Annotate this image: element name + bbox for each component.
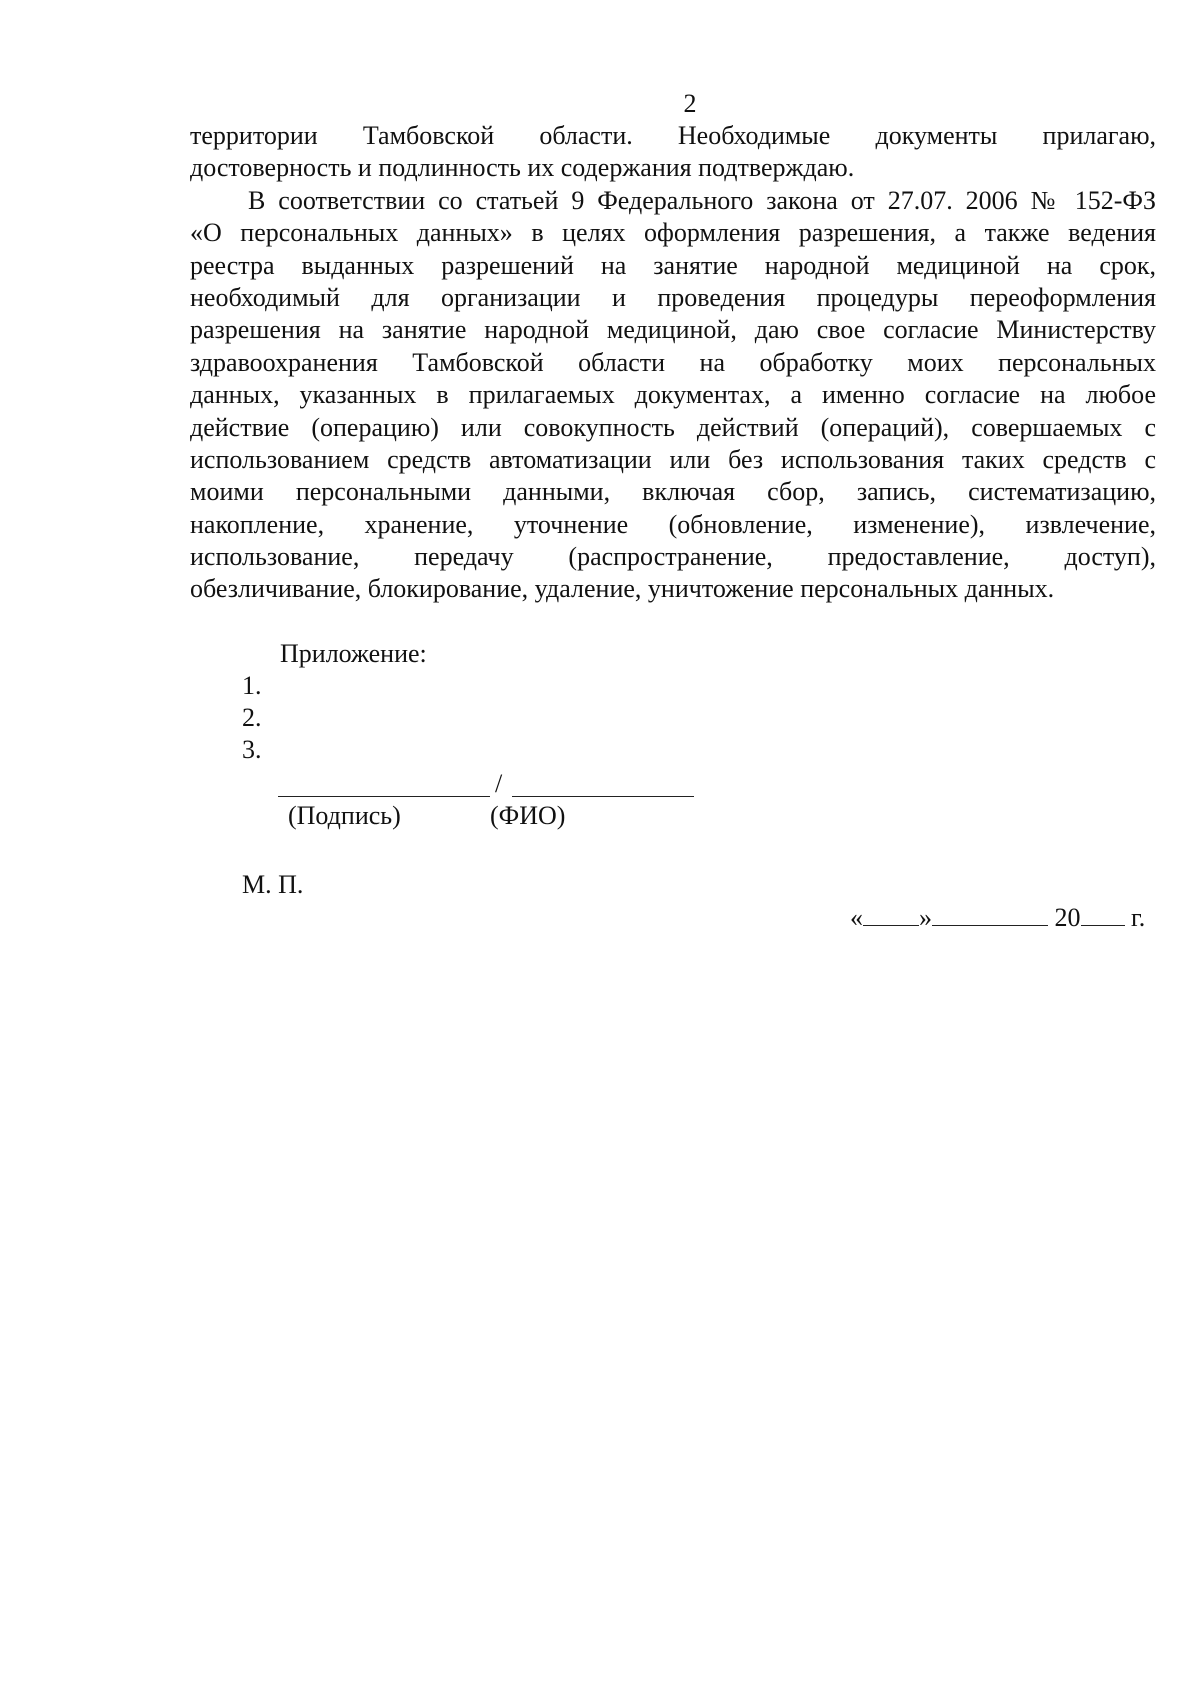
signature-separator: / xyxy=(495,769,503,798)
text-line: действие (операцию) или совокупность действий (операций), совершаемых с xyxy=(190,412,1156,442)
attachment-item-2: 2. xyxy=(242,703,262,732)
name-blank-line xyxy=(512,796,694,797)
month-blank xyxy=(932,903,1048,926)
attachments-title: Приложение: xyxy=(280,639,427,668)
year-suffix: г. xyxy=(1131,903,1146,932)
text-line: разрешения на занятие народной медициной, даю свое согласие Министерству xyxy=(190,315,1156,345)
text-line: использование, передачу (распространение, предоставление, доступ), xyxy=(190,542,1156,572)
date-field xyxy=(850,902,1145,934)
text-line: достоверность и подлинность их содержания подтверждаю. xyxy=(190,153,855,183)
day-blank xyxy=(863,903,919,926)
consent-text xyxy=(190,120,1156,606)
page-number: 2 xyxy=(683,89,697,118)
text-line: использованием средств автоматизации или без использования таких средств с xyxy=(190,444,1156,474)
signature-caption: (Подпись) xyxy=(288,801,401,830)
text-line: территории Тамбовской области. Необходимые документы прилагаю, xyxy=(190,121,1156,150)
signature-blank-line xyxy=(278,796,490,797)
text-line: здравоохранения Тамбовской области на обработку моих персональных xyxy=(190,347,1156,377)
stamp-label: М. П. xyxy=(242,870,304,899)
attachment-item-3: 3. xyxy=(242,735,262,764)
text-line: моими персональными данными, включая сбор, запись, систематизацию, xyxy=(190,477,1156,507)
year-prefix: 20 xyxy=(1054,903,1081,932)
name-caption: (ФИО) xyxy=(490,801,566,830)
text-line: обезличивание, блокирование, удаление, уничтожение персональных данных. xyxy=(190,574,1055,604)
date-close-quote: » xyxy=(919,903,932,932)
text-line: В соответствии со статьей 9 Федерального закона от 27.07. 2006 № 152-ФЗ xyxy=(248,185,1156,215)
text-line: реестра выданных разрешений на занятие народной медициной на срок, xyxy=(190,250,1156,280)
year-blank xyxy=(1081,903,1125,926)
attachment-item-1: 1. xyxy=(242,671,262,700)
text-line: необходимый для организации и проведения процедуры переоформления xyxy=(190,282,1156,312)
text-line: «О персональных данных» в целях оформления разрешения, а также ведения xyxy=(190,218,1156,248)
text-line: данных, указанных в прилагаемых документах, а именно согласие на любое xyxy=(190,380,1156,410)
text-line: накопление, хранение, уточнение (обновление, изменение), извлечение, xyxy=(190,509,1156,539)
date-open-quote: « xyxy=(850,903,863,932)
